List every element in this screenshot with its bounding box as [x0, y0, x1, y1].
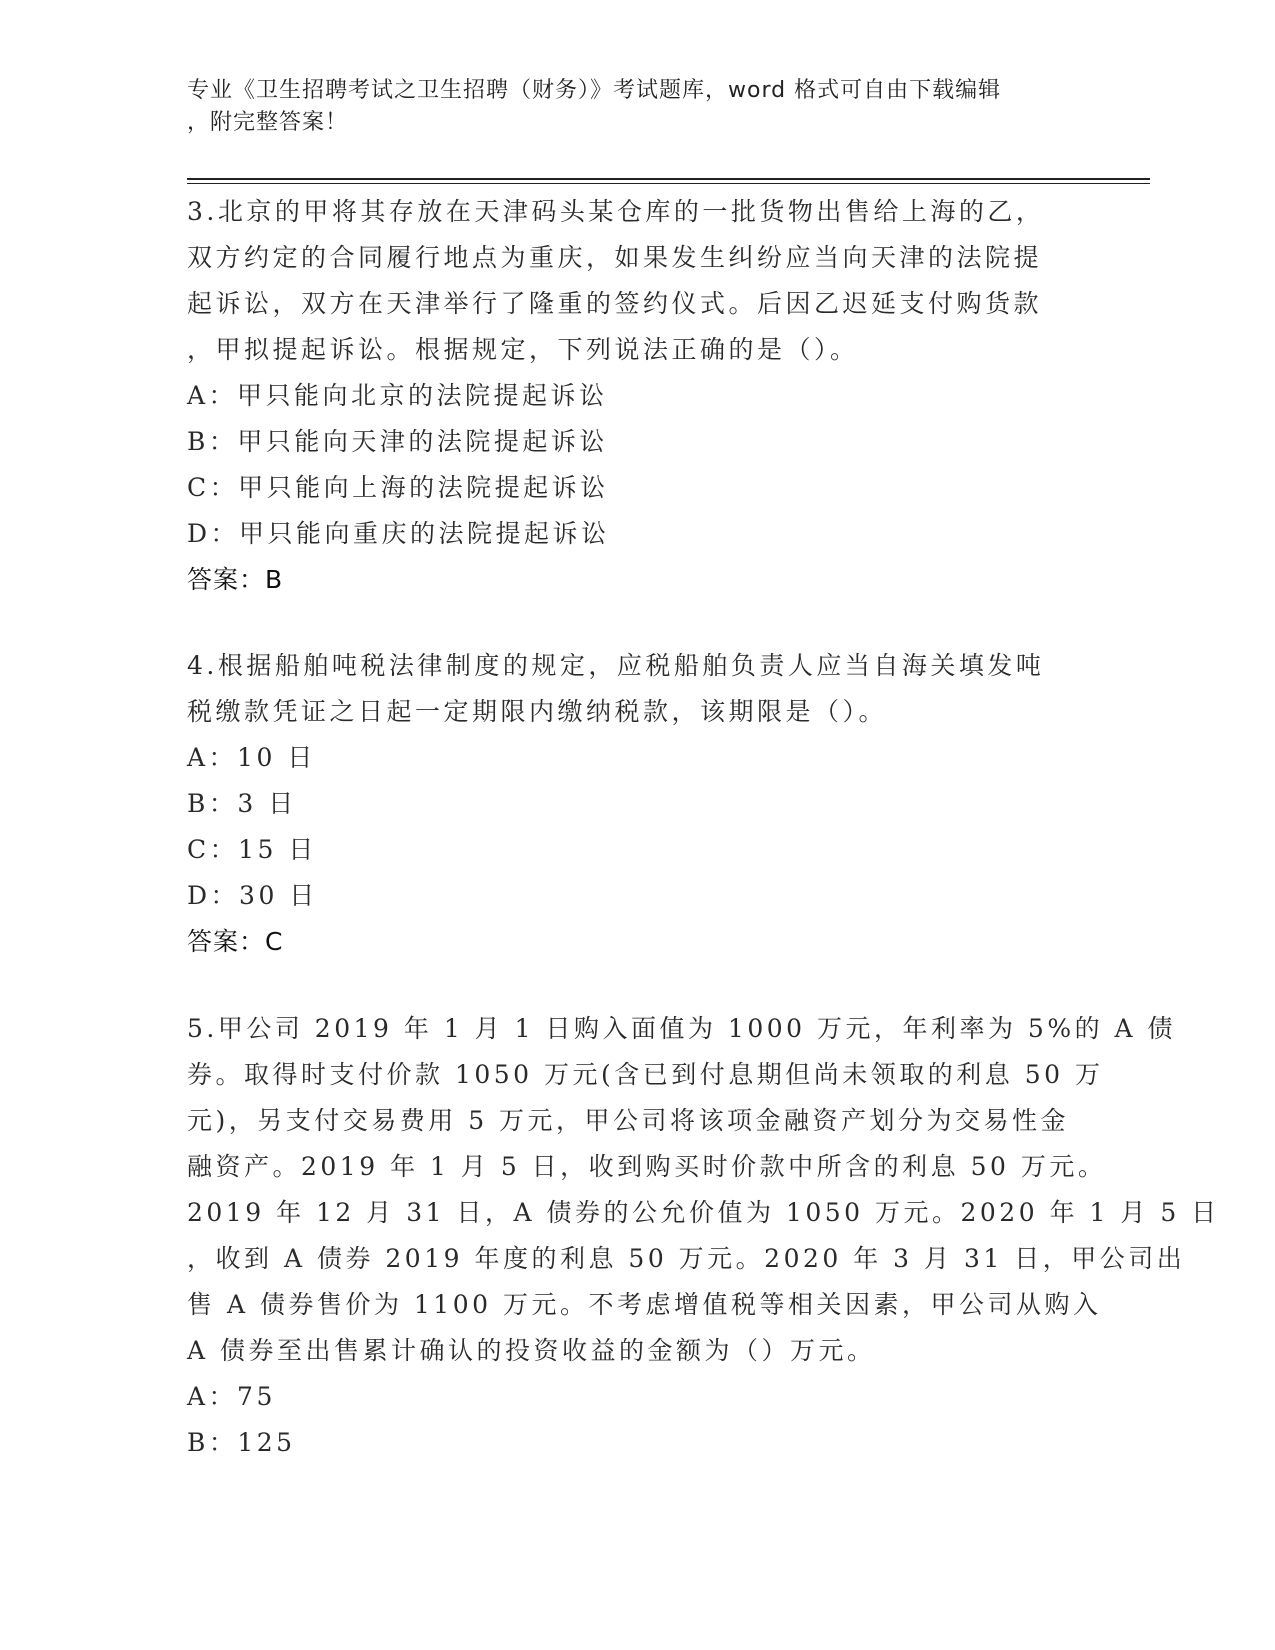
- option-c: C：甲只能向上海的法院提起诉讼: [187, 473, 609, 502]
- answer-text: 答案：C: [187, 927, 284, 956]
- answer-text: 答案：B: [187, 565, 284, 594]
- option-a: A：75: [187, 1382, 276, 1411]
- header-divider-thin: [187, 183, 1150, 184]
- option-c: C：15 日: [187, 835, 317, 864]
- question-text-line: 券。取得时支付价款 1050 万元(含已到付息期但尚未领取的利息 50 万: [187, 1060, 1104, 1089]
- option-b: B：125: [187, 1428, 296, 1457]
- question-5: [187, 1006, 1220, 1466]
- question-text-line: 双方约定的合同履行地点为重庆，如果发生纠纷应当向天津的法院提: [187, 243, 1043, 272]
- option-d: D：甲只能向重庆的法院提起诉讼: [187, 519, 610, 548]
- option-d: D：30 日: [187, 881, 318, 910]
- question-text-line: 售 A 债券售价为 1100 万元。不考虑增值税等相关因素，甲公司从购入: [187, 1290, 1102, 1319]
- header-divider-thick: [187, 178, 1150, 180]
- question-text-line: 税缴款凭证之日起一定期限内缴纳税款，该期限是（）。: [187, 697, 888, 726]
- question-text-line: 4.根据船舶吨税法律制度的规定，应税船舶负责人应当自海关填发吨: [187, 651, 1045, 680]
- option-a: A：甲只能向北京的法院提起诉讼: [187, 381, 608, 410]
- option-b: B：3 日: [187, 789, 297, 818]
- question-text-line: 5.甲公司 2019 年 1 月 1 日购入面值为 1000 万元，年利率为 5%的 A 债: [187, 1014, 1177, 1043]
- option-a: A：10 日: [187, 743, 316, 772]
- header-line-2: ，附完整答案！: [187, 110, 349, 135]
- question-text-line: A 债券至出售累计确认的投资收益的金额为（）万元。: [187, 1336, 876, 1365]
- question-text-line: 元)，另支付交易费用 5 万元，甲公司将该项金融资产划分为交易性金: [187, 1106, 1070, 1135]
- document-header: [187, 75, 1087, 139]
- header-line-1: 专业《卫生招聘考试之卫生招聘（财务）》考试题库，word 格式可自由下载编辑: [187, 78, 1002, 103]
- question-text-line: 融资产。2019 年 1 月 5 日，收到购买时价款中所含的利息 50 万元。: [187, 1152, 1107, 1181]
- question-3: [187, 189, 1087, 603]
- question-text-line: 3.北京的甲将其存放在天津码头某仓库的一批货物出售给上海的乙，: [187, 197, 1045, 226]
- question-text-line: ，甲拟提起诉讼。根据规定，下列说法正确的是（）。: [187, 335, 859, 364]
- question-text-line: 起诉讼，双方在天津举行了隆重的签约仪式。后因乙迟延支付购货款: [187, 289, 1043, 318]
- question-4: [187, 643, 1087, 965]
- question-text-line: ，收到 A 债券 2019 年度的利息 50 万元。2020 年 3 月 31 日，甲公司出: [187, 1244, 1186, 1273]
- question-text-line: 2019 年 12 月 31 日，A 债券的公允价值为 1050 万元。2020 年 1 月 5 日: [187, 1198, 1220, 1227]
- option-b: B：甲只能向天津的法院提起诉讼: [187, 427, 608, 456]
